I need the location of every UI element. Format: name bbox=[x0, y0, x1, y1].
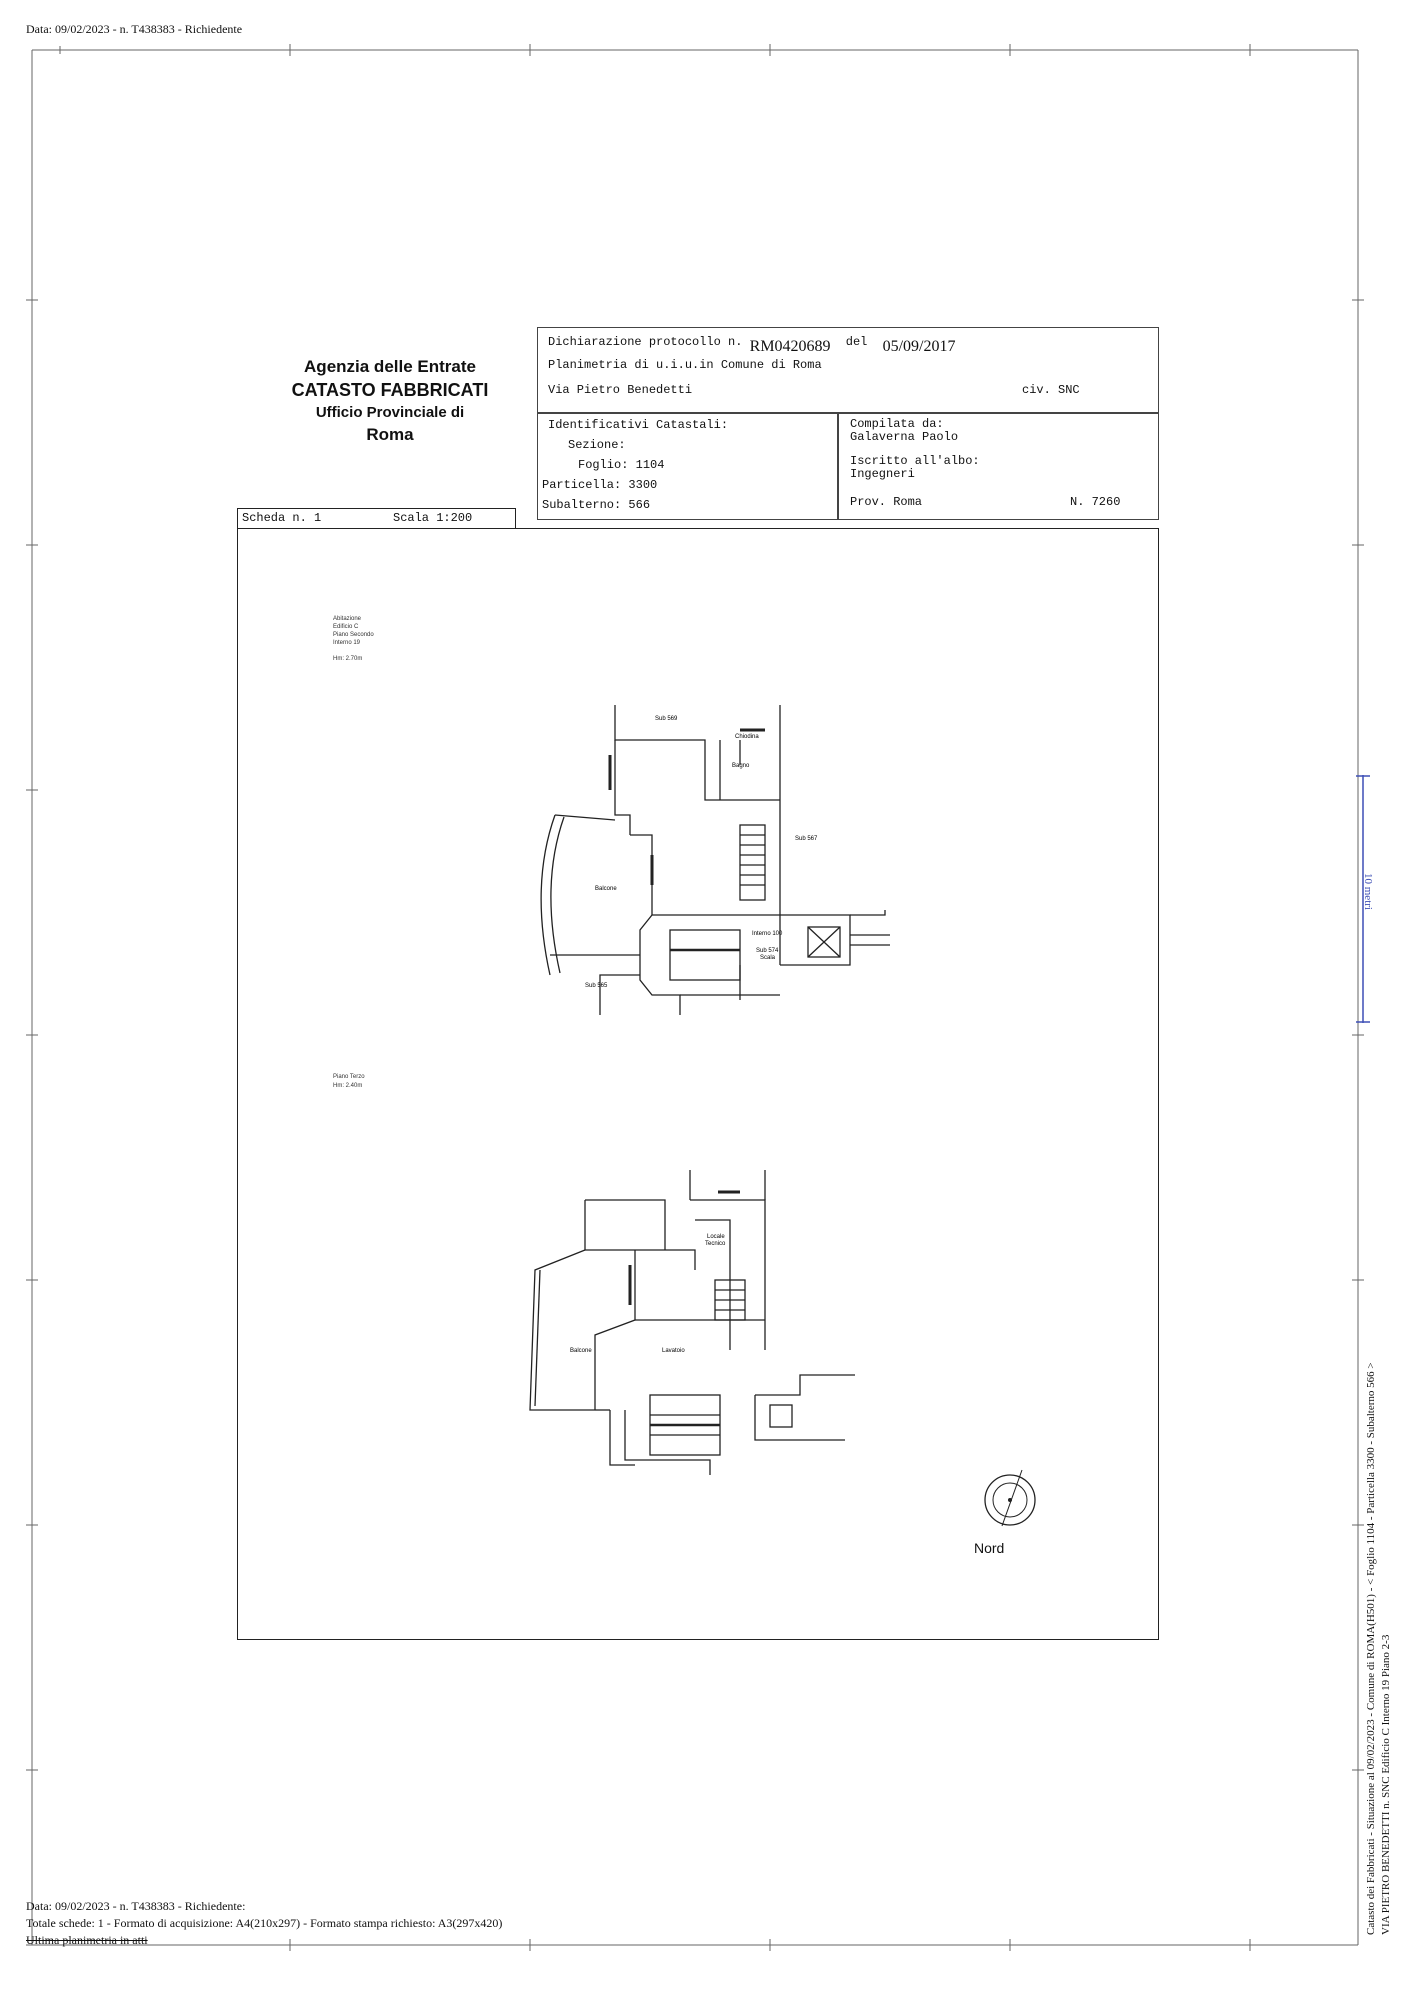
side-note-line2: VIA PIETRO BENEDETTI n. SNC Edificio C Interno 19 Piano 2-3 bbox=[1380, 1634, 1392, 1935]
civic-number: civ. SNC bbox=[1022, 383, 1080, 397]
footer-line1: Data: 09/02/2023 - n. T438383 - Richiedente: bbox=[26, 1899, 246, 1913]
address: Via Pietro Benedetti bbox=[548, 383, 693, 397]
room-label: Sub 567 bbox=[795, 836, 818, 842]
compiled-by-label: Compilata da: bbox=[850, 417, 944, 431]
protocol-label: Dichiarazione protocollo n. bbox=[548, 335, 743, 349]
foglio-value: 1104 bbox=[635, 458, 665, 472]
particella-label: Particella: bbox=[542, 478, 622, 492]
agency-name: Agenzia delle Entrate bbox=[304, 357, 476, 376]
foglio-row bbox=[578, 458, 664, 472]
room-label: Interno 100 bbox=[752, 931, 783, 937]
sheet-number: Scheda n. 1 bbox=[242, 511, 322, 525]
protocol-number: RM0420689 bbox=[749, 338, 831, 355]
side-note-line1: Catasto dei Fabbricati - Situazione al 09/02/2023 - Comune di ROMA(H501) - < Foglio 1104 - Particella 3300 - Subalterno 566 > bbox=[1365, 1362, 1377, 1935]
lower-floor-plan bbox=[525, 1170, 865, 1475]
room-label: Sub 574 bbox=[756, 948, 779, 954]
registration-number: N. 7260 bbox=[1070, 495, 1121, 509]
subalterno-row bbox=[542, 498, 650, 512]
scale-label: Scala 1:200 bbox=[393, 511, 473, 525]
note-line: Edificio C bbox=[333, 624, 359, 630]
compiler-box bbox=[837, 412, 1159, 520]
scheda-box bbox=[237, 508, 516, 529]
footer bbox=[26, 1898, 502, 1949]
particella-value: 3300 bbox=[628, 478, 658, 492]
side-note bbox=[1364, 1362, 1394, 1935]
foglio-label: Foglio: bbox=[578, 458, 629, 472]
room-height: Hm: 2.40m bbox=[333, 1083, 363, 1089]
identifiers-title: Identificativi Catastali: bbox=[548, 418, 729, 432]
agency-block bbox=[270, 356, 510, 447]
room-label: Sub 565 bbox=[585, 983, 608, 989]
room-label: Balcone bbox=[595, 886, 617, 892]
planimetry-line: Planimetria di u.i.u.in Comune di Roma bbox=[548, 358, 822, 372]
compass-label: Nord bbox=[974, 1540, 1005, 1556]
note-line: Interno 19 bbox=[333, 640, 361, 646]
declaration-box bbox=[537, 327, 1159, 414]
header-line: Data: 09/02/2023 - n. T438383 - Richiedente bbox=[26, 22, 243, 36]
particella-row bbox=[542, 478, 657, 492]
room-height: Hm: 2.70m bbox=[333, 656, 363, 662]
register-label: Iscritto all'albo: bbox=[850, 454, 980, 468]
compiled-by: Galaverna Paolo bbox=[850, 430, 959, 444]
note-line: Abitazione bbox=[333, 616, 362, 622]
identifiers-box bbox=[537, 412, 839, 520]
upper-plan-notes bbox=[333, 615, 374, 663]
office-name: Ufficio Provinciale di bbox=[315, 404, 465, 421]
room-label: Sub 569 bbox=[655, 716, 678, 722]
province: Prov. Roma bbox=[850, 495, 923, 509]
room-label: Locale bbox=[707, 1234, 725, 1240]
room-label: Tecnico bbox=[705, 1241, 726, 1247]
protocol-line bbox=[548, 332, 956, 355]
del-label: del bbox=[845, 335, 868, 349]
declaration-date: 05/09/2017 bbox=[882, 338, 956, 355]
note-line: Piano Secondo bbox=[333, 632, 374, 638]
sezione-label: Sezione: bbox=[568, 438, 626, 452]
department-name: CATASTO FABBRICATI bbox=[291, 380, 489, 400]
room-label: Lavatoio bbox=[662, 1348, 685, 1354]
room-label: Scala bbox=[760, 955, 776, 961]
upper-floor-plan bbox=[540, 705, 900, 1020]
lower-plan-notes bbox=[333, 1073, 365, 1091]
footer-line2: Totale schede: 1 - Formato di acquisizione: A4(210x297) - Formato stampa richiesto: A3(297x420) bbox=[26, 1916, 503, 1930]
room-label: Bagno bbox=[732, 763, 750, 769]
north-compass-icon bbox=[980, 1468, 1040, 1548]
room-label: Chiodina bbox=[735, 734, 759, 740]
subalterno-value: 566 bbox=[628, 498, 651, 512]
note-line: Piano Terzo bbox=[333, 1074, 365, 1080]
scale-bar-label: 10 metri bbox=[1362, 873, 1374, 910]
office-city: Roma bbox=[366, 425, 414, 444]
footer-line3: Ultima planimetria in atti bbox=[26, 1933, 148, 1947]
register-value: Ingegneri bbox=[850, 467, 915, 481]
subalterno-label: Subalterno: bbox=[542, 498, 622, 512]
room-label: Balcone bbox=[570, 1348, 592, 1354]
